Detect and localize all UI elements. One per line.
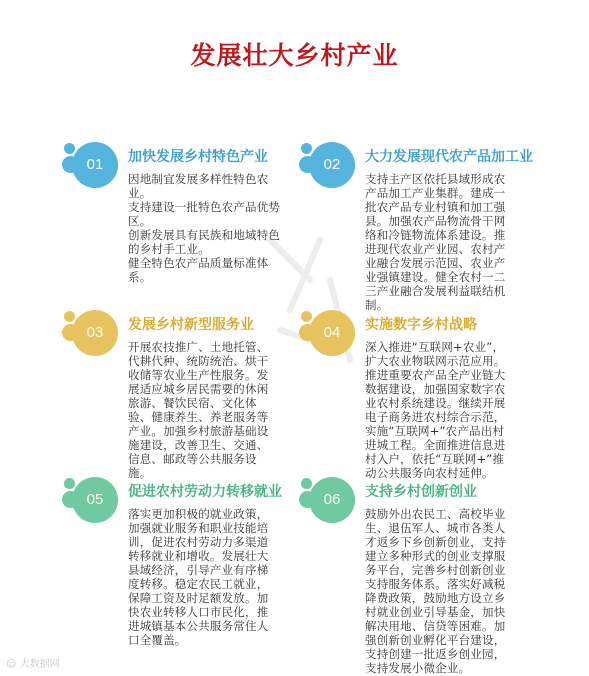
body-line: 开展农技推广、土地托管、代耕代种、统防统治、烘干收储等农业生产性服务。发展适应城乡居民需要的休闲旅游、餐饮民宿、文化体验、健康养生、养老服务等产业。加强乡村旅游基础设施建设，改善卫生、交通、信息、邮政等公共服务设施。: [128, 340, 269, 480]
body-line: 深入推进“互联网+农业”，扩大农业物联网示范应用。推进重要农产品全产业链大数据建设，加强国家数字农业农村系统建设。继续开展电子商务进农村综合示范，实施“互联网+”农产品出村进城工程。全面推进信息进村入户，依托“互联网+”推动公共服务向农村延伸。: [365, 340, 506, 480]
number-label: 05: [72, 477, 118, 523]
item-body: [365, 172, 515, 312]
item-body: [365, 340, 515, 480]
number-badge: [62, 308, 122, 362]
number-label: 03: [72, 310, 118, 356]
item-body: [128, 507, 280, 647]
dot-decoration: [64, 143, 75, 154]
number-label: 06: [309, 477, 355, 523]
dot-decoration: [301, 478, 312, 489]
body-line: 鼓励外出农民工、高校毕业生、退伍军人、城市各类人才返乡下乡创新创业，支持建立多种形式的创业支撑服务平台，完善乡村创新创业支持服务体系。落实好减税降费政策，鼓励地方设立乡村就业创业引导基金，加快解决用地、信贷等困难。加强创新创业孵化平台建设，支持创建一批返乡创业园，支持发展小微企业。: [365, 507, 506, 675]
dot-decoration: [64, 311, 75, 322]
body-line: 支持主产区依托县域形成农产品加工产业集群。建成一批农产品专业村镇和加工强县。加强农产品物流骨干网络和冷链物流体系建设。推进现代农业产业园、农村产业融合发展示范园、农业产业强镇建设。健全农村一二三产业融合发展利益联结机制。: [365, 172, 506, 312]
body-line: 因地制宜发展多样性特色农业。: [128, 172, 269, 200]
body-line: 创新发展具有民族和地域特色的乡村手工业。: [128, 228, 281, 256]
item-title: 发展乡村新型服务业: [128, 317, 254, 333]
number-badge: [299, 140, 359, 194]
item-body: [365, 507, 517, 675]
item-title: 促进农村劳动力转移就业: [128, 484, 282, 500]
number-label: 01: [72, 142, 118, 188]
number-label: 02: [309, 142, 355, 188]
body-line: 落实更加积极的就业政策，加强就业服务和职业技能培训，促进农村劳动力多渠道转移就业和增收。发展壮大县域经济，引导产业有序梯度转移。稳定农民工就业，保障工资及时足额发放。加快农业转移人口市民化，推进城镇基本公共服务常住人口全覆盖。: [128, 507, 269, 647]
number-badge: [62, 475, 122, 529]
item-title: 支持乡村创新创业: [365, 484, 477, 500]
number-badge: [62, 140, 122, 194]
logo-icon: ☺: [6, 659, 20, 670]
body-line: 健全特色农产品质量标准体系。: [128, 256, 269, 284]
watermark-logo: [6, 655, 60, 670]
item-body: [128, 172, 288, 284]
number-label: 04: [309, 310, 355, 356]
item-body: [128, 340, 278, 480]
page-title: 发展壮大乡村产业: [190, 41, 399, 70]
body-line: 支持建设一批特色农产品优势区。: [128, 200, 281, 228]
number-badge: [299, 475, 359, 529]
dot-decoration: [301, 311, 312, 322]
number-badge: [299, 308, 359, 362]
item-title: 实施数字乡村战略: [365, 317, 477, 333]
dot-decoration: [301, 143, 312, 154]
dot-decoration: [64, 478, 75, 489]
item-title: 大力发展现代农产品加工业: [365, 149, 533, 165]
item-title: 加快发展乡村特色产业: [128, 149, 268, 165]
watermark-text: 大数据网: [19, 659, 60, 670]
